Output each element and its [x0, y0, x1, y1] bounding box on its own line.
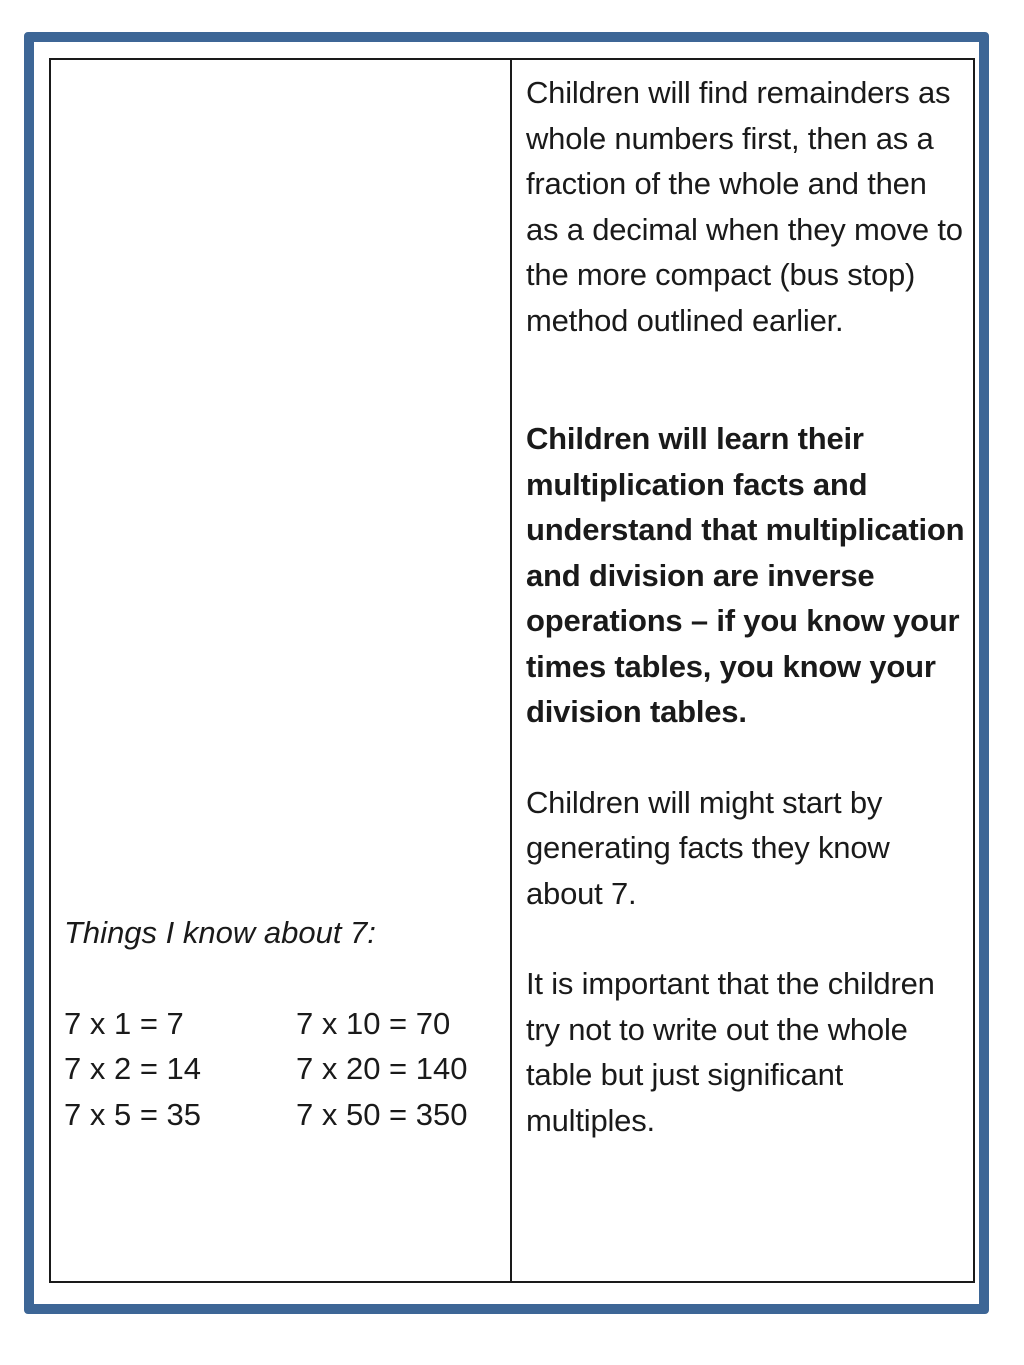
fact-right: 7 x 20 = 140	[296, 1051, 468, 1086]
multiplication-facts-paragraph: Children will learn their multiplication facts and understand that multiplication and division are inverse operations – if you know your times tables, you know your division tables.	[526, 421, 965, 729]
fact-left: 7 x 2 = 14	[64, 1051, 202, 1086]
remainders-paragraph: Children will find remainders as whole numbers first, then as a fraction of the whole and then as a decimal when they move to the more compact (bus stop) method outlined earlier.	[526, 75, 963, 338]
fact-left: 7 x 1 = 7	[64, 1005, 184, 1041]
facts-heading: Things I know about 7:	[64, 915, 376, 950]
fact-left: 7 x 5 = 35	[64, 1096, 202, 1132]
generating-facts-paragraph: Children will might start by generating facts they know about 7.	[526, 784, 890, 911]
fact-row	[64, 1092, 504, 1138]
fact-right: 7 x 10 = 70	[296, 1005, 451, 1041]
right-column	[526, 70, 966, 1143]
significant-multiples-paragraph: It is important that the children try not to write out the whole table but just significant multiples.	[526, 966, 935, 1138]
fact-row	[64, 1046, 504, 1092]
column-divider	[510, 58, 512, 1283]
fact-right: 7 x 50 = 350	[296, 1096, 468, 1132]
left-column	[64, 910, 504, 1137]
fact-row	[64, 1001, 504, 1047]
